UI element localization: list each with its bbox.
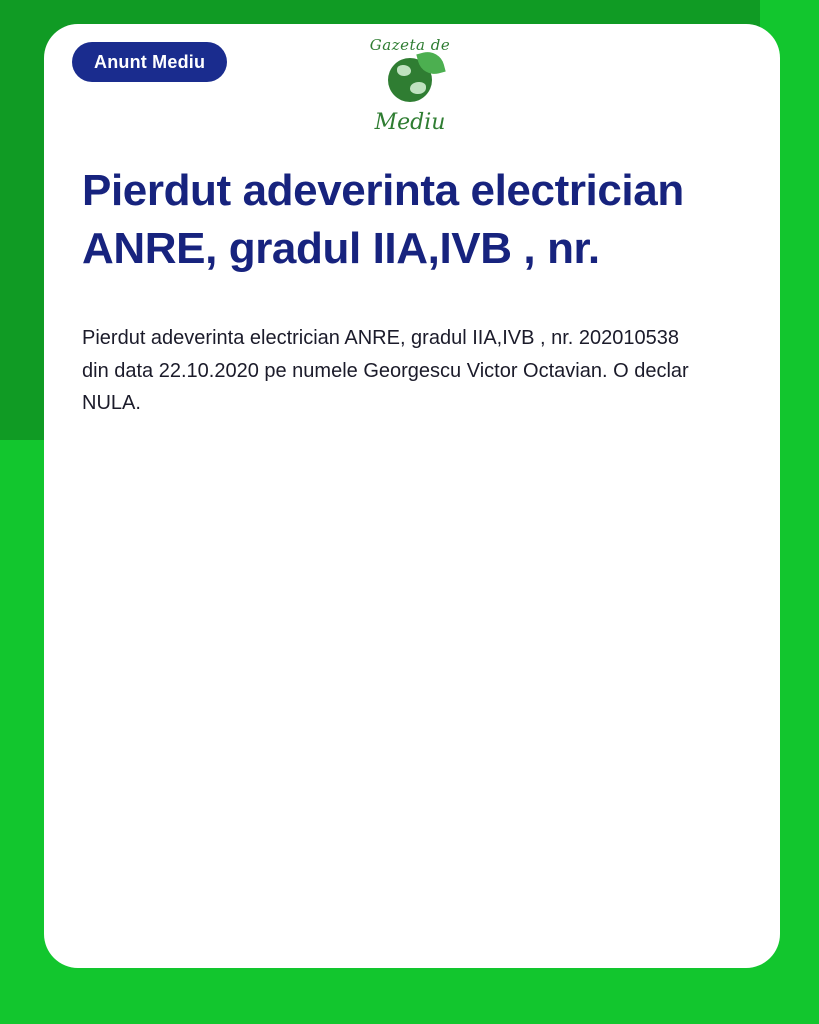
site-logo[interactable] — [354, 34, 466, 146]
category-badge[interactable]: Anunt Mediu — [72, 42, 227, 82]
article-body: Pierdut adeverinta electrician ANRE, gradul IIA,IVB , nr. 202010538 din data 22.10.2020 pe numele Georgescu Victor Octavian. O declar NULA. — [82, 327, 689, 414]
page-title: Pierdut adeverinta electrician ANRE, gradul IIA,IVB , nr. — [82, 166, 684, 274]
logo-bottom-text: Mediu — [374, 110, 446, 135]
globe-leaf-icon — [380, 54, 440, 110]
article-card — [44, 24, 780, 968]
logo-top-text: Gazeta de — [369, 36, 451, 54]
card-header — [44, 24, 780, 154]
